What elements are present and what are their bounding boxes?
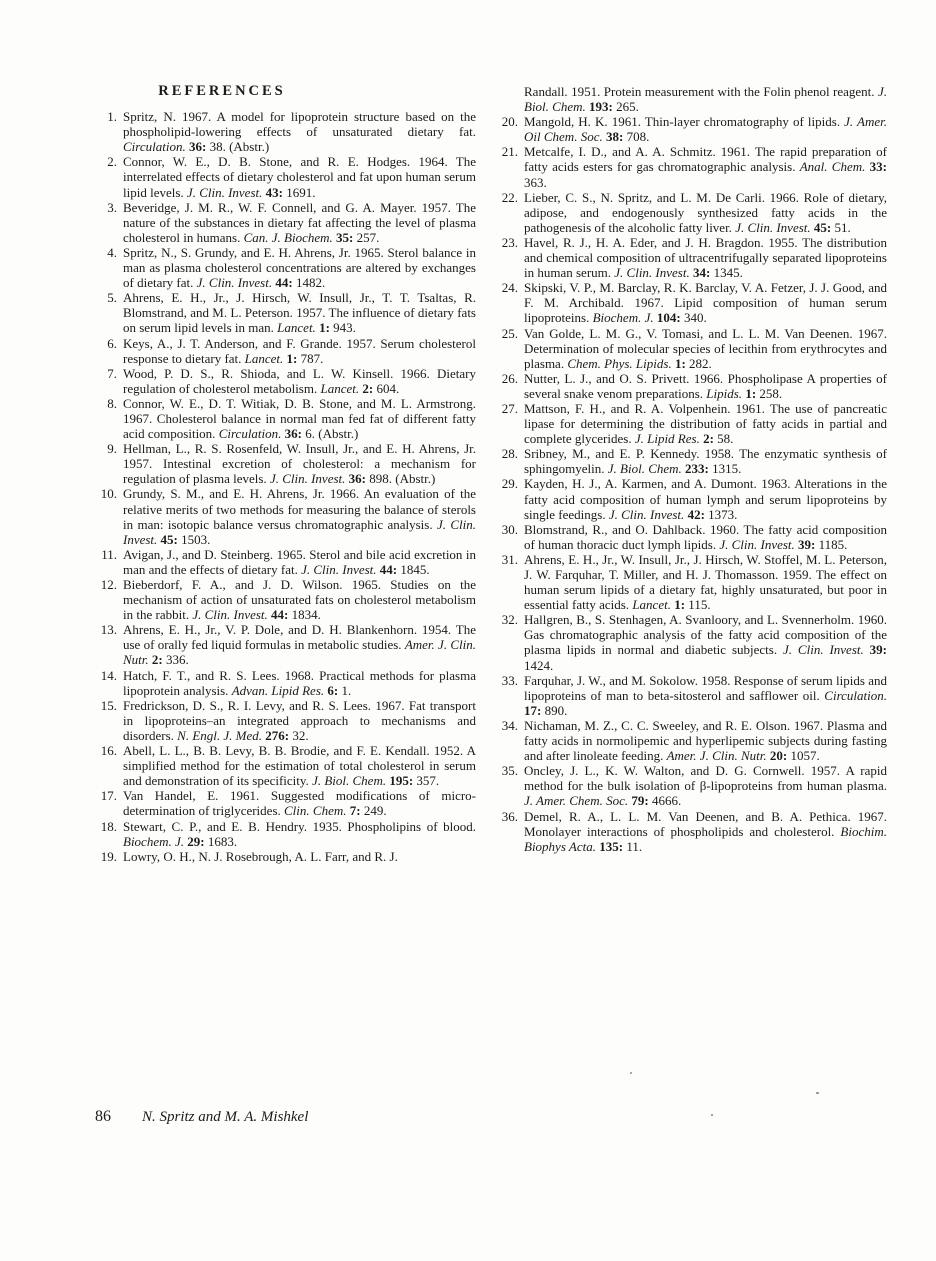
- reference-text: Spritz, N., S. Grundy, and E. H. Ahrens, Jr. 1965. Sterol balance in man as plasma cholesterol concentrations are altered by exchanges of dietary fat.: [123, 244, 476, 291]
- reference-item: [497, 612, 887, 672]
- reference-number: 33.: [501, 672, 518, 688]
- reference-text: Oncley, J. L., K. W. Walton, and D. G. Cornwell. 1957. A rapid method for the bulk isolation of β-lipoproteins from human plasma.: [524, 763, 887, 794]
- reference-text: Kayden, H. J., A. Karmen, and A. Dumont. 1963. Alterations in the fatty acid composition of human lymph and serum lipoproteins by single feedings.: [524, 476, 887, 522]
- volume-number: 36:: [188, 139, 207, 155]
- reference-item: [497, 280, 887, 325]
- reference-text: Ahrens, E. H., Jr., W. Insull, Jr., J. Hirsch, W. Stoffel, M. L. Peterson, J. W. Farquhar, T. Miller, and H. J. Thomasson. 1959. The effect on human serum lipids of a dietary fat, highly unsaturated, but poor in essential fatty acids.: [524, 551, 887, 613]
- reference-text: Mattson, F. H., and R. A. Volpenhein. 1961. The use of pancreatic lipase for determining the distribution of fatty acids in partial and complete glycerides.: [524, 400, 887, 447]
- reference-item: [497, 476, 887, 521]
- volume-number: 104:: [656, 310, 681, 326]
- reference-text: 1691.: [282, 184, 316, 200]
- reference-text: Stewart, C. P., and E. B. Hendry. 1935. Phospholipins of blood.: [123, 818, 476, 834]
- scan-speck: [816, 1092, 819, 1094]
- reference-text: 258.: [756, 385, 783, 401]
- reference-text: Metcalfe, I. D., and A. A. Schmitz. 1961. The rapid preparation of fatty acids esters for gas chromatographic analysis.: [524, 144, 887, 175]
- reference-number: 36.: [501, 808, 518, 824]
- reference-number: 15.: [100, 697, 117, 713]
- volume-number: 1:: [674, 597, 686, 613]
- reference-number: 11.: [101, 546, 117, 562]
- volume-number: 135:: [599, 838, 624, 854]
- volume-number: 36:: [284, 426, 302, 442]
- reference-item: [96, 396, 476, 441]
- reference-item: [96, 154, 476, 199]
- volume-number: 7:: [349, 803, 361, 819]
- reference-text: 38. (Abstr.): [206, 139, 270, 155]
- reference-item: [96, 849, 476, 864]
- reference-item: [497, 371, 887, 401]
- reference-item: [497, 809, 887, 854]
- volume-number: 17:: [524, 702, 542, 718]
- reference-item: [96, 743, 476, 788]
- reference-text: Randall. 1951. Protein measurement with the Folin phenol reagent.: [524, 84, 878, 99]
- volume-number: 193:: [589, 99, 613, 115]
- reference-number: 27.: [501, 400, 518, 416]
- journal-title: J. Clin. Invest.: [269, 471, 346, 487]
- reference-number: 1.: [107, 109, 117, 125]
- reference-number: 8.: [107, 395, 117, 411]
- reference-item: [96, 290, 476, 335]
- reference-item: [96, 245, 476, 290]
- reference-number: 25.: [501, 325, 518, 341]
- volume-number: 43:: [265, 184, 283, 200]
- volume-number: 233:: [685, 461, 709, 477]
- volume-number: 20:: [769, 748, 788, 764]
- reference-text: Nichaman, M. Z., C. C. Sweeley, and R. E. Olson. 1967. Plasma and fatty acids in normolipemic and hyperlipemic subjects during fasting and after linoleate feeding.: [524, 717, 887, 764]
- reference-number: 5.: [107, 290, 117, 306]
- volume-number: 44:: [271, 607, 289, 623]
- journal-title: Circulation.: [218, 426, 282, 442]
- reference-continuation: [497, 84, 887, 114]
- journal-title: Amer. J. Clin. Nutr.: [123, 637, 476, 668]
- reference-text: Demel, R. A., L. L. M. Van Deenen, and B. A. Pethica. 1967. Monolayer interactions of phospholipids and cholesterol.: [524, 808, 887, 839]
- journal-title: Lipids.: [706, 385, 743, 401]
- reference-text: 898. (Abstr.): [366, 471, 436, 487]
- reference-number: 14.: [100, 667, 117, 683]
- reference-number: 18.: [100, 818, 117, 834]
- reference-text: 1.: [338, 682, 352, 698]
- reference-text: 1185.: [815, 536, 848, 552]
- journal-title: Can. J. Biochem.: [243, 229, 333, 245]
- reference-item: [96, 336, 476, 366]
- journal-title: J. Biol. Chem.: [524, 84, 887, 115]
- reference-text: 51.: [831, 219, 851, 235]
- reference-text: 708.: [623, 129, 650, 145]
- journal-title: Lancet.: [277, 320, 316, 336]
- journal-title: J. Biol. Chem.: [607, 461, 682, 477]
- reference-number: 4.: [107, 244, 117, 260]
- reference-item: [96, 577, 476, 622]
- reference-number: 10.: [100, 486, 117, 502]
- reference-number: 35.: [501, 763, 518, 779]
- journal-title: Chem. Phys. Lipids.: [567, 355, 672, 371]
- journal-title: Amer. J. Clin. Nutr.: [666, 748, 767, 764]
- reference-text: 357.: [413, 773, 440, 789]
- running-title: N. Spritz and M. A. Mishkel: [142, 1109, 309, 1125]
- journal-title: Biochim. Biophys Acta.: [524, 823, 887, 854]
- reference-item: [497, 718, 887, 763]
- reference-text: Lowry, O. H., N. J. Rosebrough, A. L. Farr, and R. J.: [123, 848, 398, 864]
- volume-number: 1:: [286, 350, 298, 366]
- volume-number: 6:: [327, 682, 339, 698]
- reference-text: Ahrens, E. H., Jr., J. Hirsch, W. Insull, Jr., T. T. Tsaltas, R. Blomstrand, and M. L. Peterson. 1957. The influence of dietary fats on serum lipid levels in man.: [123, 290, 476, 336]
- journal-title: N. Engl. J. Med.: [177, 727, 263, 743]
- reference-item: [497, 235, 887, 280]
- reference-text: 1482.: [292, 275, 326, 291]
- reference-text: 336.: [162, 652, 189, 668]
- scan-speck: [630, 1072, 632, 1074]
- reference-number: 12.: [100, 577, 117, 592]
- reference-item: [96, 547, 476, 577]
- journal-title: Lancet.: [244, 350, 284, 366]
- page-footer: [95, 1108, 308, 1126]
- journal-title: J. Lipid Res.: [634, 431, 700, 447]
- journal-title: Clin. Chem.: [284, 803, 347, 819]
- volume-number: 33:: [869, 159, 888, 175]
- reference-text: Avigan, J., and D. Steinberg. 1965. Sterol and bile acid excretion in man and the effects of dietary fat.: [123, 546, 476, 577]
- journal-title: Lancet.: [632, 597, 671, 613]
- reference-number: 6.: [107, 335, 117, 351]
- reference-text: Sribney, M., and E. P. Kennedy. 1958. The enzymatic synthesis of sphingomyelin.: [524, 446, 887, 477]
- volume-number: 2:: [151, 652, 163, 668]
- reference-number: 21.: [501, 144, 518, 160]
- reference-item: [96, 698, 476, 743]
- reference-number: 29.: [501, 476, 518, 492]
- journal-title: J. Clin. Invest.: [123, 516, 477, 547]
- reference-number: 31.: [501, 551, 518, 567]
- references-list-left: [96, 109, 476, 864]
- reference-text: Connor, W. E., D. T. Witiak, D. B. Stone, and M. L. Armstrong. 1967. Cholesterol balance in normal man fed fat of different fatty acid composition.: [123, 395, 476, 442]
- reference-text: 943.: [329, 320, 356, 336]
- journal-title: Biochem. J.: [592, 310, 654, 326]
- reference-number: 23.: [501, 234, 518, 250]
- volume-number: 36:: [348, 471, 366, 487]
- journal-title: Anal. Chem.: [799, 159, 866, 175]
- reference-item: [96, 366, 476, 396]
- reference-item: [497, 763, 887, 808]
- volume-number: 29:: [187, 833, 205, 849]
- journal-title: Advan. Lipid Res.: [231, 682, 325, 698]
- volume-number: 44:: [379, 561, 398, 577]
- journal-title: J. Amer. Chem. Soc.: [524, 793, 629, 809]
- journal-title: J. Clin. Invest.: [719, 536, 795, 552]
- reference-text: 890.: [541, 702, 568, 718]
- reference-text: 1424.: [524, 657, 554, 673]
- reference-text: Beveridge, J. M. R., W. F. Connell, and G. A. Mayer. 1957. The nature of the substances in dietary fat affecting the level of plasma cholesterol in humans.: [123, 199, 476, 245]
- reference-text: Hallgren, B., S. Stenhagen, A. Svanloory, and L. Svennerholm. 1960. Gas chromatographic analysis of the fatty acid composition of the plasma lipids in normal and diabetic subjects.: [524, 612, 887, 658]
- scan-speck: [711, 1114, 713, 1116]
- reference-number: 13.: [100, 622, 117, 638]
- reference-number: 19.: [100, 848, 117, 864]
- reference-number: 9.: [107, 441, 117, 457]
- journal-title: J. Clin. Invest.: [735, 219, 811, 235]
- volume-number: 1:: [319, 320, 330, 336]
- reference-item: [96, 109, 476, 154]
- reference-text: 1373.: [704, 506, 738, 522]
- reference-item: [497, 190, 887, 235]
- journal-title: J. Clin. Invest.: [614, 265, 690, 281]
- reference-item: [497, 326, 887, 371]
- reference-text: 1503.: [177, 531, 211, 547]
- volume-number: 39:: [869, 642, 888, 658]
- reference-number: 2.: [107, 154, 117, 170]
- journal-title: J. Clin. Invest.: [192, 607, 268, 623]
- journal-title: Biochem. J.: [123, 833, 185, 849]
- volume-number: 44:: [275, 275, 293, 291]
- reference-item: [96, 819, 476, 849]
- reference-number: 28.: [501, 446, 518, 462]
- volume-number: 2:: [362, 380, 374, 396]
- journal-title: J. Clin. Invest.: [301, 561, 377, 577]
- volume-number: 35:: [336, 229, 354, 245]
- reference-text: 340.: [680, 310, 707, 326]
- reference-item: [497, 144, 887, 189]
- reference-text: Skipski, V. P., M. Barclay, R. K. Barclay, V. A. Fetzer, J. J. Good, and F. M. Archibald. 1967. Lipid composition of human serum lipoproteins.: [524, 280, 887, 326]
- volume-number: 45:: [813, 219, 832, 235]
- journal-title: J. Amer. Oil Chem. Soc.: [524, 114, 887, 145]
- reference-number: 26.: [501, 370, 518, 386]
- page-number: 86: [95, 1108, 111, 1125]
- reference-text: Hellman, L., R. S. Rosenfeld, W. Insull, Jr., and E. H. Ahrens, Jr. 1957. Intestinal excretion of cholesterol: a mechanism for regulation of plasma levels.: [123, 441, 476, 487]
- volume-number: 39:: [798, 536, 816, 552]
- journal-title: J. Clin. Invest.: [783, 642, 864, 658]
- reference-item: [497, 522, 887, 552]
- reference-text: Lieber, C. S., N. Spritz, and L. M. De Carli. 1966. Role of dietary, adipose, and endogenously synthesized fatty acids in the pathogenesis of the alcoholic fatty liver.: [524, 189, 887, 235]
- reference-number: 22.: [501, 189, 518, 205]
- volume-number: 42:: [687, 506, 705, 522]
- reference-text: Wood, P. D. S., R. Shioda, and L. W. Kinsell. 1966. Dietary regulation of cholesterol metabolism.: [123, 365, 476, 396]
- reference-number: 32.: [501, 612, 518, 628]
- reference-text: 6. (Abstr.): [302, 426, 359, 442]
- reference-text: Bieberdorf, F. A., and J. D. Wilson. 1965. Studies on the mechanism of action of unsaturated fats on cholesterol metabolism in the rabbit.: [123, 577, 476, 623]
- volume-number: 45:: [160, 531, 178, 547]
- reference-text: 1057.: [787, 748, 820, 764]
- reference-item: [497, 446, 887, 476]
- reference-text: Blomstrand, R., and O. Dahlback. 1960. The fatty acid composition of human thoracic duct lymph lipids.: [524, 521, 887, 552]
- reference-text: 249.: [360, 803, 387, 819]
- reference-text: 1345.: [710, 265, 743, 281]
- reference-text: Van Golde, L. M. G., V. Tomasi, and L. L. M. Van Deenen. 1967. Determination of molecular species of lecithin from erythrocytes and plasma.: [524, 325, 887, 371]
- journal-title: J. Clin. Invest.: [608, 506, 685, 522]
- journal-title: J. Clin. Invest.: [186, 184, 263, 200]
- reference-text: Nutter, L. J., and O. S. Privett. 1966. Phospholipase A properties of several snake venom preparations.: [524, 370, 887, 401]
- reference-text: Abell, L. L., B. B. Levy, B. B. Brodie, and F. E. Kendall. 1952. A simplified method for the estimation of total cholesterol in serum and demonstration of its specificity.: [123, 743, 476, 789]
- left-column: [96, 84, 476, 864]
- reference-text: Fredrickson, D. S., R. I. Levy, and R. S. Lees. 1967. Fat transport in lipoproteins–an integrated approach to mechanisms and disorders.: [123, 697, 476, 743]
- reference-item: [96, 668, 476, 698]
- volume-number: 1:: [745, 385, 757, 401]
- journal-title: Circulation.: [824, 687, 887, 703]
- reference-item: [497, 673, 887, 718]
- journal-title: Lancet.: [320, 380, 360, 396]
- reference-text: 257.: [353, 229, 380, 245]
- reference-number: 17.: [100, 788, 117, 804]
- reference-item: [96, 200, 476, 245]
- reference-text: 1845.: [397, 561, 430, 577]
- reference-text: 265.: [612, 99, 639, 115]
- journal-title: J. Clin. Invest.: [196, 275, 273, 291]
- reference-text: Mangold, H. K. 1961. Thin-layer chromatography of lipids.: [524, 114, 845, 130]
- reference-text: Spritz, N. 1967. A model for lipoprotein structure based on the phospholipid-lowering effects of unsaturated dietary fat.: [123, 109, 476, 140]
- reference-text: 1834.: [288, 607, 321, 623]
- reference-text: 1315.: [708, 461, 742, 477]
- reference-text: 363.: [524, 174, 547, 190]
- reference-item: [96, 622, 476, 667]
- reference-item: [497, 552, 887, 612]
- reference-text: Ahrens, E. H., Jr., V. P. Dole, and D. H. Blankenhorn. 1954. The use of orally fed liquid formulas in metabolic studies.: [123, 622, 476, 653]
- reference-text: Keys, A., J. T. Anderson, and F. Grande. 1957. Serum cholesterol response to dietary fat.: [123, 335, 476, 366]
- reference-text: 32.: [289, 727, 309, 743]
- reference-text: Van Handel, E. 1961. Suggested modifications of micro-determination of triglycerides.: [123, 788, 476, 819]
- reference-item: [497, 401, 887, 446]
- references-heading: REFERENCES: [158, 83, 286, 99]
- reference-text: 4666.: [648, 793, 682, 809]
- reference-number: 7.: [107, 365, 117, 381]
- two-column-layout: [96, 84, 887, 864]
- reference-item: [96, 486, 476, 546]
- reference-text: 1683.: [204, 833, 238, 849]
- volume-number: 34:: [692, 265, 711, 281]
- reference-text: Hatch, F. T., and R. S. Lees. 1968. Practical methods for plasma lipoprotein analysis.: [123, 667, 476, 698]
- reference-number: 24.: [501, 280, 518, 296]
- volume-number: 195:: [389, 773, 414, 789]
- reference-number: 34.: [501, 717, 518, 733]
- volume-number: 79:: [631, 793, 649, 809]
- reference-text: 604.: [373, 380, 400, 396]
- right-column: [497, 84, 887, 854]
- reference-text: 11.: [623, 838, 643, 854]
- reference-text: Grundy, S. M., and E. H. Ahrens, Jr. 1966. An evaluation of the relative merits of two methods for measuring the balance of sterols in man: isotopic balance versus chromatographic analysis.: [123, 486, 476, 532]
- reference-text: Connor, W. E., D. B. Stone, and R. E. Hodges. 1964. The interrelated effects of dietary cholesterol and fat upon human serum lipid levels.: [123, 154, 476, 200]
- reference-text: Farquhar, J. W., and M. Sokolow. 1958. Response of serum lipids and lipoproteins of man to beta-sitosterol and safflower oil.: [524, 672, 887, 703]
- volume-number: 38:: [605, 129, 624, 145]
- reference-text: 282.: [685, 355, 712, 371]
- reference-number: 30.: [501, 521, 518, 537]
- reference-text: Havel, R. J., H. A. Eder, and J. H. Bragdon. 1955. The distribution and chemical composition of ultracentrifugally separated lipoproteins in human serum.: [524, 234, 887, 281]
- reference-text: 787.: [297, 350, 324, 366]
- volume-number: 2:: [703, 431, 714, 447]
- volume-number: 1:: [674, 355, 686, 371]
- reference-item: [96, 788, 476, 818]
- volume-number: 276:: [265, 727, 290, 743]
- references-list-right: [497, 84, 887, 854]
- reference-number: 16.: [100, 743, 117, 759]
- reference-text: 115.: [685, 597, 711, 613]
- reference-item: [96, 441, 476, 486]
- journal-title: J. Biol. Chem.: [312, 773, 387, 789]
- reference-number: 20.: [501, 114, 518, 130]
- journal-title: Circulation.: [123, 139, 186, 155]
- reference-text: 58.: [713, 431, 734, 447]
- reference-item: [497, 114, 887, 144]
- reference-number: 3.: [107, 199, 117, 215]
